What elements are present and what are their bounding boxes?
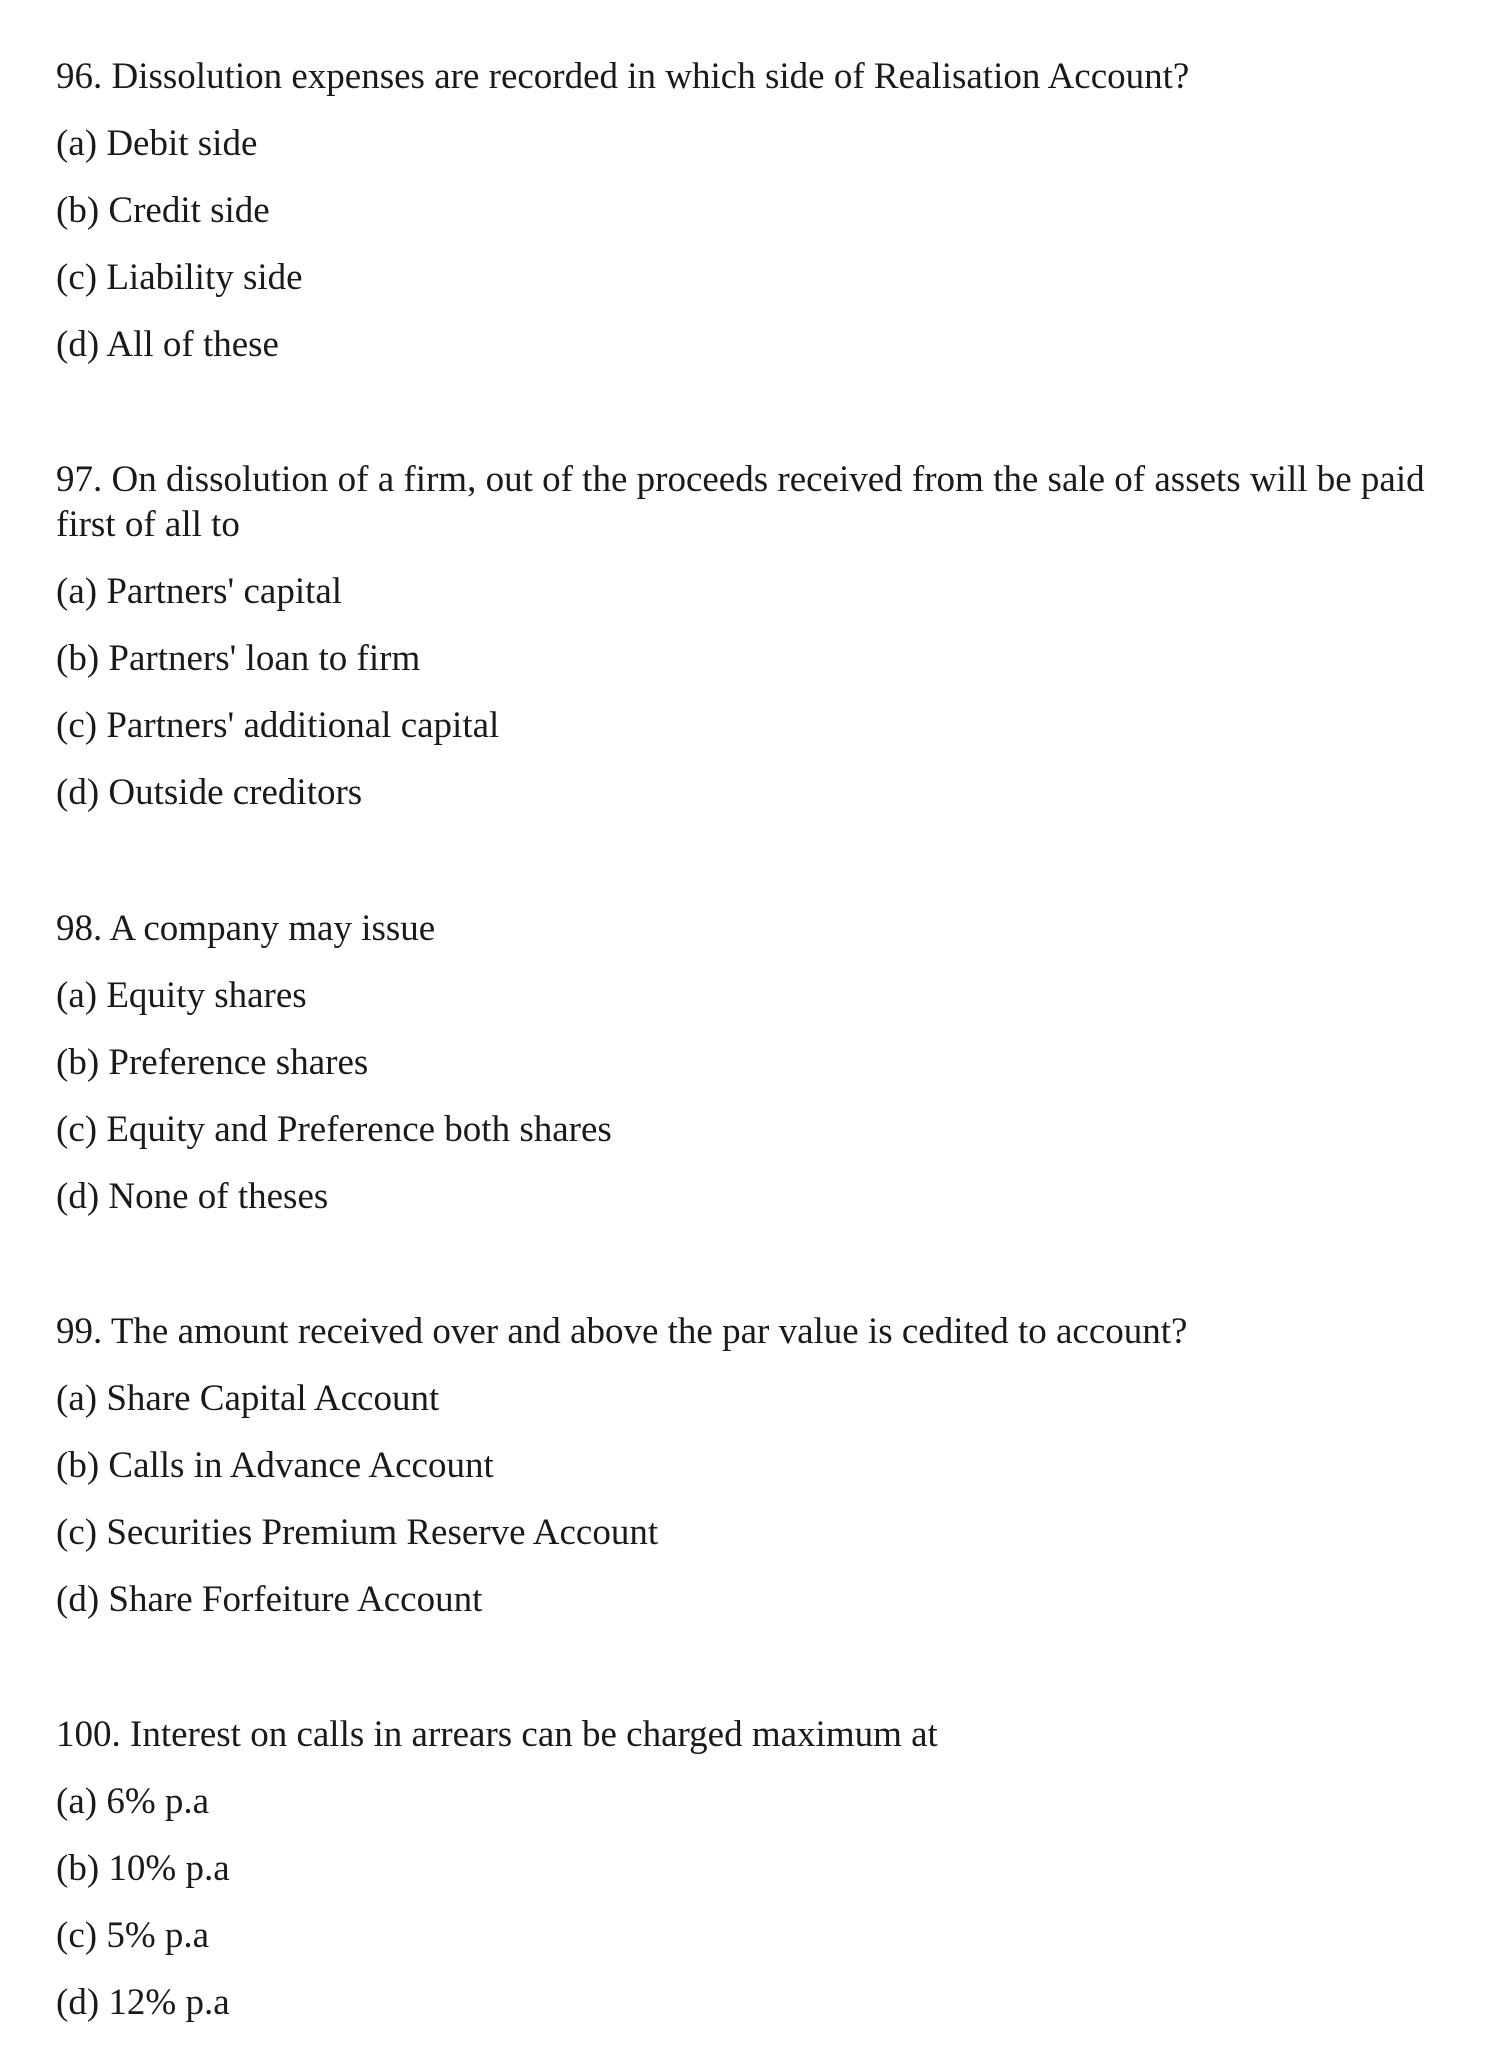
question-98 bbox=[56, 906, 1456, 1241]
question-99 bbox=[56, 1309, 1456, 1644]
option-c: (c) 5% p.a bbox=[56, 1915, 210, 1956]
options-list bbox=[56, 121, 1456, 367]
question-text: 99. The amount received over and above the par value is cedited to account? bbox=[56, 1311, 1188, 1352]
option-a: (a) Partners' capital bbox=[56, 571, 343, 612]
option-b: (b) Calls in Advance Account bbox=[56, 1445, 494, 1486]
options-list bbox=[56, 973, 1456, 1219]
options-list bbox=[56, 1376, 1456, 1622]
option-c: (c) Partners' additional capital bbox=[56, 705, 500, 746]
option-b: (b) 10% p.a bbox=[56, 1848, 230, 1889]
option-a: (a) Debit side bbox=[56, 123, 258, 164]
question-text: 97. On dissolution of a firm, out of the proceeds received from the sale of assets will be paid first of all to bbox=[56, 459, 1425, 545]
question-text: 96. Dissolution expenses are recorded in which side of Realisation Account? bbox=[56, 56, 1190, 97]
option-c: (c) Equity and Preference both shares bbox=[56, 1109, 612, 1150]
option-c: (c) Liability side bbox=[56, 257, 303, 298]
option-c: (c) Securities Premium Reserve Account bbox=[56, 1512, 659, 1553]
option-d: (d) None of theses bbox=[56, 1176, 329, 1217]
option-b: (b) Preference shares bbox=[56, 1042, 369, 1083]
option-d: (d) Outside creditors bbox=[56, 772, 363, 813]
option-d: (d) Share Forfeiture Account bbox=[56, 1579, 483, 1620]
option-b: (b) Credit side bbox=[56, 190, 270, 231]
option-a: (a) 6% p.a bbox=[56, 1781, 210, 1822]
question-text: 98. A company may issue bbox=[56, 908, 436, 949]
question-97 bbox=[56, 457, 1456, 837]
option-a: (a) Share Capital Account bbox=[56, 1378, 440, 1419]
option-d: (d) All of these bbox=[56, 324, 279, 365]
question-96 bbox=[56, 54, 1456, 389]
option-a: (a) Equity shares bbox=[56, 975, 307, 1016]
option-b: (b) Partners' loan to firm bbox=[56, 638, 421, 679]
options-list bbox=[56, 1779, 1456, 2025]
question-text: 100. Interest on calls in arrears can be charged maximum at bbox=[56, 1714, 938, 1755]
option-d: (d) 12% p.a bbox=[56, 1982, 230, 2023]
options-list bbox=[56, 569, 1456, 815]
question-100 bbox=[56, 1712, 1456, 2047]
